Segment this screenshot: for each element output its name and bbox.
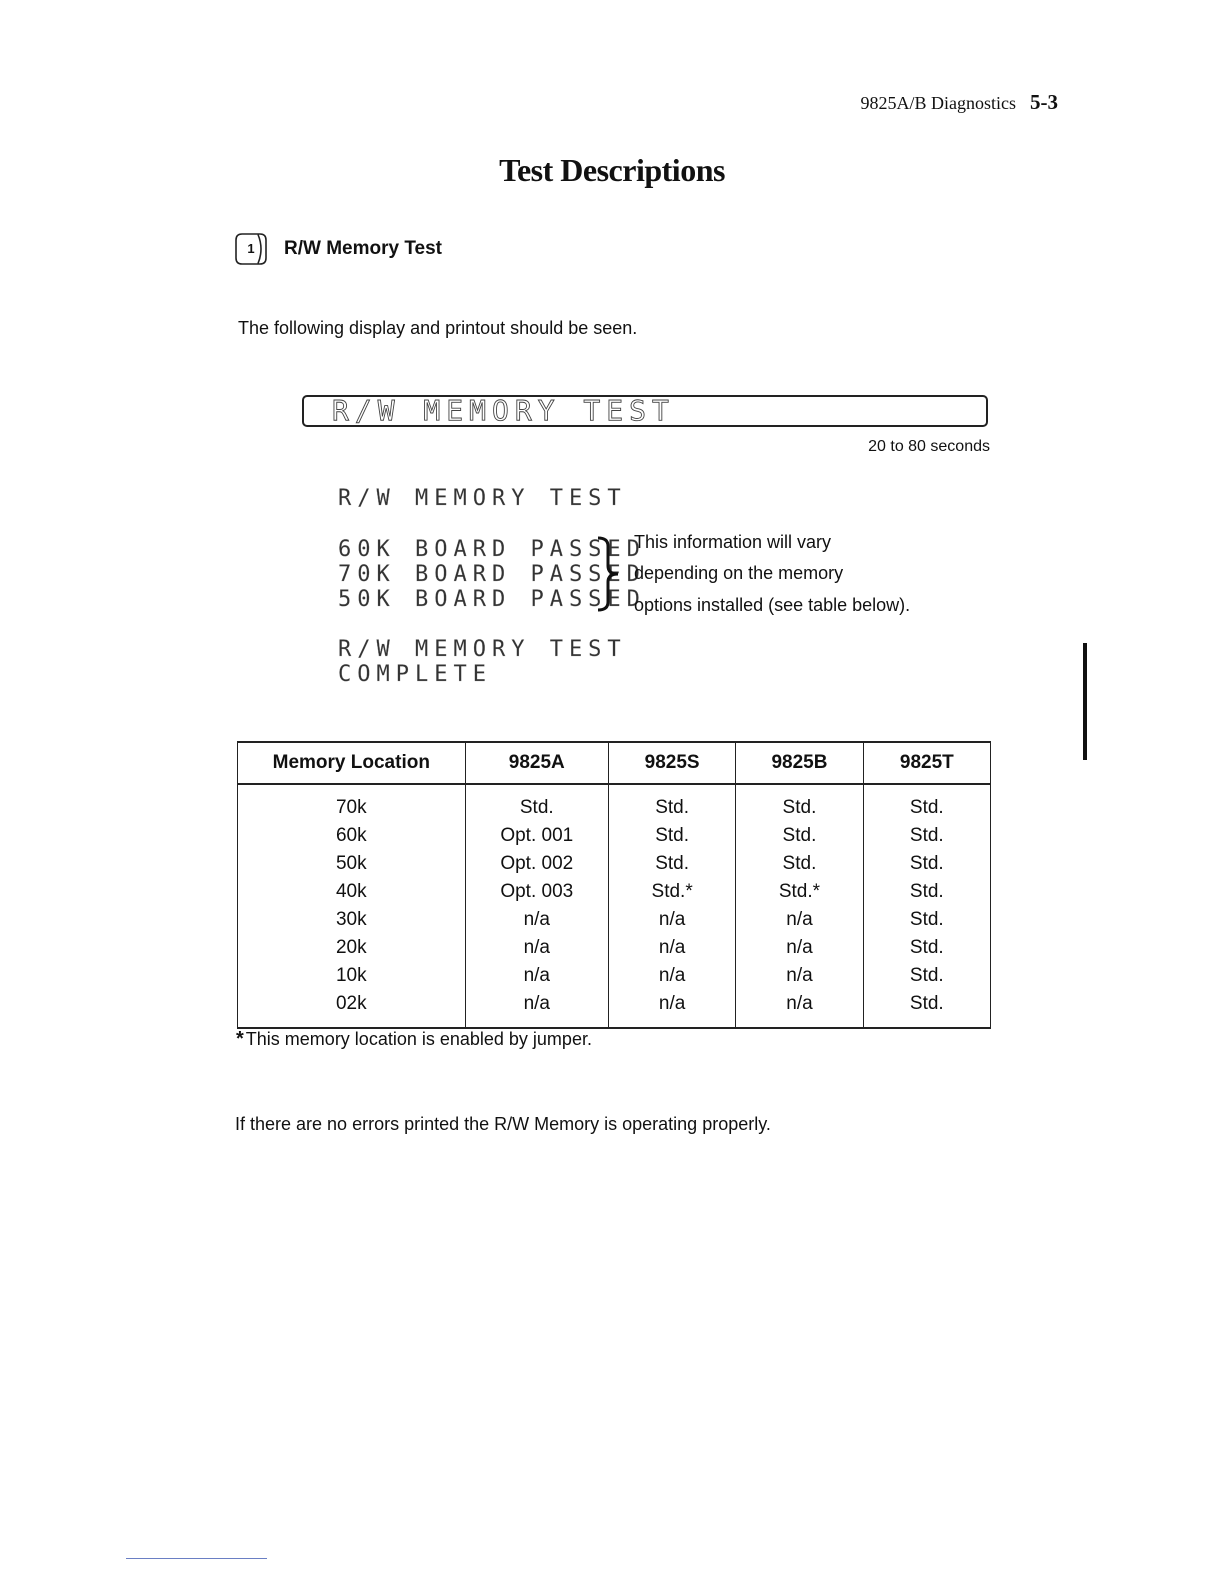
table-cell: n/a <box>736 962 863 990</box>
printout-complete-line: R/W MEMORY TEST <box>338 637 627 662</box>
table-cell: Std.* <box>608 878 735 906</box>
table-footnote <box>236 1028 592 1051</box>
table-cell: n/a <box>736 990 863 1028</box>
running-title: 9825A/B Diagnostics <box>860 93 1016 113</box>
table-cell: Std. <box>608 784 735 822</box>
note-line: depending on the memory <box>634 563 844 583</box>
table-cell: Std. <box>608 850 735 878</box>
table-cell: Std. <box>736 850 863 878</box>
right-brace-icon <box>594 536 624 612</box>
display-text: R/W MEMORY TEST <box>332 394 675 427</box>
running-head <box>861 90 1059 115</box>
table-cell: 02k <box>238 990 466 1028</box>
table-row <box>238 822 991 850</box>
table-cell: 70k <box>238 784 466 822</box>
table-cell: n/a <box>608 990 735 1028</box>
table-cell: Opt. 003 <box>465 878 608 906</box>
table-cell: n/a <box>608 962 735 990</box>
table-cell: Std. <box>863 784 990 822</box>
table-cell: n/a <box>736 906 863 934</box>
column-header: Memory Location <box>238 742 466 784</box>
table-row <box>238 850 991 878</box>
duration-label: 20 to 80 seconds <box>868 438 990 455</box>
table-cell: Std. <box>863 850 990 878</box>
table-cell: Std.* <box>736 878 863 906</box>
table-cell: Std. <box>863 822 990 850</box>
printout-board-line: 70K BOARD PASSED <box>338 562 646 587</box>
printout-header: R/W MEMORY TEST <box>338 486 627 511</box>
printout-complete-line: COMPLETE <box>338 662 492 687</box>
footnote-marker: * <box>236 1028 244 1050</box>
table-cell: 50k <box>238 850 466 878</box>
table-cell: Std. <box>863 878 990 906</box>
table-cell: n/a <box>465 934 608 962</box>
revision-bar <box>1083 643 1087 760</box>
page-title: Test Descriptions <box>499 152 725 188</box>
table-cell: n/a <box>608 906 735 934</box>
table-cell: 20k <box>238 934 466 962</box>
table-cell: n/a <box>465 962 608 990</box>
display-window <box>302 395 988 427</box>
intro-text: The following display and printout should be seen. <box>238 318 638 338</box>
memory-options-table <box>237 741 991 1029</box>
table-cell: Std. <box>863 906 990 934</box>
test-heading <box>234 232 442 266</box>
table-cell: 60k <box>238 822 466 850</box>
table-row <box>238 934 991 962</box>
table-row <box>238 878 991 906</box>
test-name: R/W Memory Test <box>284 238 443 259</box>
table-cell: Std. <box>608 822 735 850</box>
table-row <box>238 990 991 1028</box>
table-cell: Std. <box>863 990 990 1028</box>
table-cell: Std. <box>863 934 990 962</box>
table-header-row <box>238 742 991 784</box>
table-cell: Std. <box>736 784 863 822</box>
column-header: 9825B <box>736 742 863 784</box>
table-cell: Std. <box>863 962 990 990</box>
table-cell: 30k <box>238 906 466 934</box>
closing-text: If there are no errors printed the R/W Memory is operating properly. <box>235 1114 771 1134</box>
printout-board-line: 60K BOARD PASSED <box>338 537 646 562</box>
table-cell: n/a <box>608 934 735 962</box>
page-number: 5-3 <box>1030 90 1058 114</box>
table-cell: 40k <box>238 878 466 906</box>
table-cell: n/a <box>736 934 863 962</box>
table-cell: Opt. 002 <box>465 850 608 878</box>
table-cell: 10k <box>238 962 466 990</box>
table-cell: Std. <box>736 822 863 850</box>
table-cell: Std. <box>465 784 608 822</box>
table-cell: Opt. 001 <box>465 822 608 850</box>
table-cell: n/a <box>465 906 608 934</box>
note-line: options installed (see table below). <box>634 595 911 615</box>
note-line: This information will vary <box>634 532 832 552</box>
test-key-number: 1 <box>247 241 255 256</box>
column-header: 9825T <box>863 742 990 784</box>
table-row <box>238 784 991 822</box>
table-row <box>238 962 991 990</box>
bottom-rule <box>126 1558 267 1559</box>
column-header: 9825S <box>608 742 735 784</box>
footnote-text: This memory location is enabled by jumper. <box>245 1029 592 1049</box>
table-row <box>238 906 991 934</box>
test-key-icon <box>234 232 268 266</box>
printout-board-line: 50K BOARD PASSED <box>338 587 646 612</box>
column-header: 9825A <box>465 742 608 784</box>
table-cell: n/a <box>465 990 608 1028</box>
